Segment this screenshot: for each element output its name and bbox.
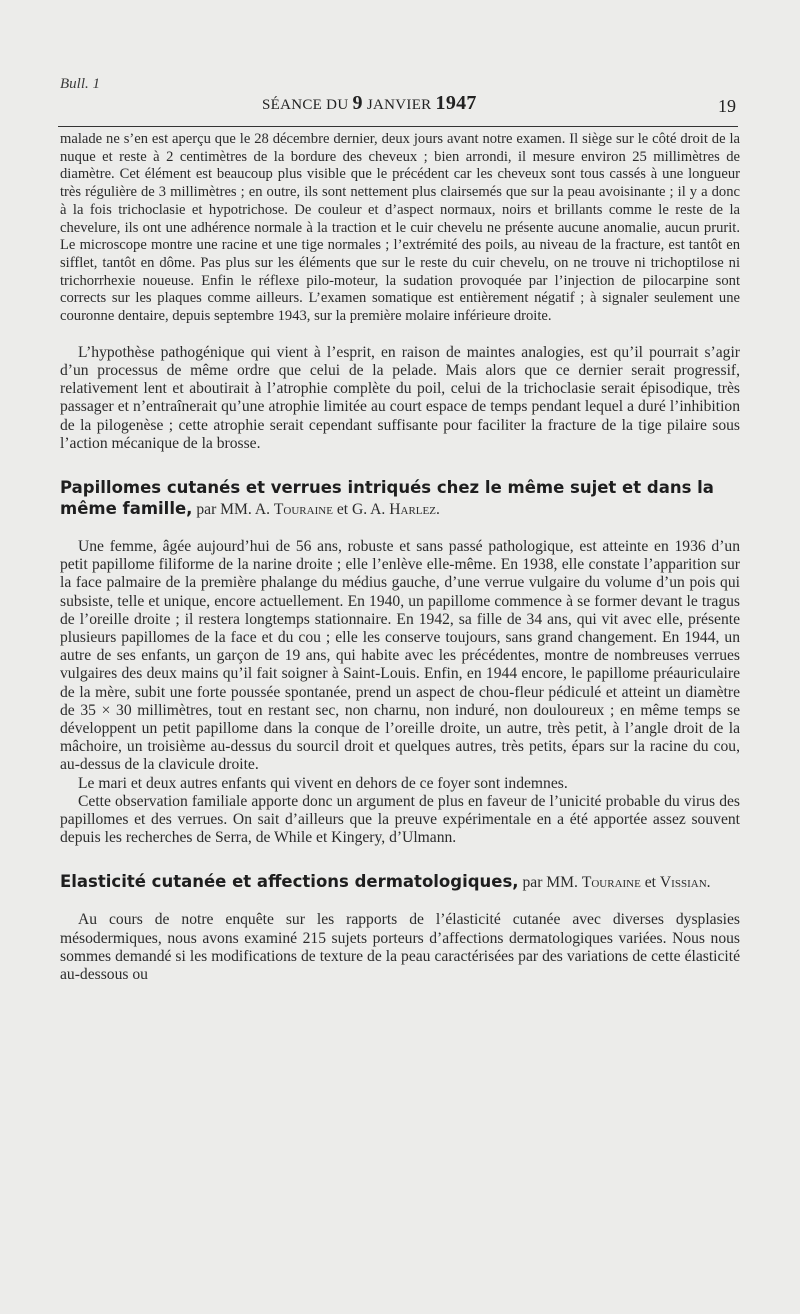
paragraph-conclusion: Cette observation familiale apporte donc un argument de plus en faveur de l’unicité probable du virus des papillomes et des verrues. On sait d’ailleurs que la preuve expérimentale en a été apportée assez souvent depuis les recherches de Serra, de While et Kingery, d’Ulmann. [60,792,740,847]
author-touraine: Touraine [273,500,333,518]
seance-day: 9 [352,92,363,114]
seance-month: JANVIER [362,97,436,113]
seance-year: 1947 [435,92,477,114]
page-body [60,131,740,984]
running-head [262,92,477,115]
section-title-elasticite: Elasticité cutanée et affections dermatologiques, par MM. Touraine et Vissian. [60,872,711,892]
author-touraine: Touraine [581,874,641,892]
paragraph-case-report: Une femme, âgée aujourd’hui de 56 ans, robuste et sans passé pathologique, est atteinte en 1936 d’un petit papillome filiforme de la narine droite ; elle l’enlève elle-même. En 1938, elle constate l’apparition sur la face palmaire de la première phalange du médius gauche, d’une verrue vulgaire du volume d’un pois qui subsiste, telle et unique, encore actuellement. En 1940, un papillome commence à se former devant le tragus de l’oreille droite ; il restera longtemps stationnaire. En 1942, sa fille de 34 ans, qui vit avec elle, présente plusieurs papillomes de la face et du cou ; elle les conserve toujours, sans grand changement. En 1944, un autre de ses enfants, un garçon de 19 ans, qui habite avec les précédentes, montre de nombreuses verrues vulgaires des deux mains qu’il fait soigner à Saint-Louis. Enfin, en 1944 encore, le papillome préauriculaire de la mère, subit une forte poussée spontanée, prend un aspect de chou-fleur pédiculé et atteint un diamètre de 35 × 30 millimètres, tout en restant sec, non charnu, non induré, non douloureux ; en même temps se développent un petit papillome dans la conque de l’oreille droite, un autre, très petit, à l’angle droit de la mâchoire, un troisième au-dessus du sourcil droit et quelques autres, très petits, épars sur la racine du cou, au-dessus de la clavicule droite. [60,537,740,774]
section-title-papillomes: Papillomes cutanés et verrues intriqués chez le même sujet et dans la même famille, par MM. A. Touraine et G. A. Harlez. [60,477,714,518]
paragraph-observation: malade ne s’en est aperçu que le 28 décembre dernier, deux jours avant notre examen. Il siège sur le côté droit de la nuque et reste à 2 centimètres de la bordure des cheveux ; bien arrondi, il mesure environ 25 millimètres de diamètre. Cet élément est beaucoup plus visible que le précédent car les cheveux sont tous cassés à une longueur très régulière de 3 millimètres ; en outre, ils sont nettement plus clairsemés que sur la peau avoisinante ; il y a donc à la fois trichoclasie et hypotrichose. De couleur et d’aspect normaux, noirs et brillants comme le reste de la chevelure, ils ont une adhérence normale à la traction et le cuir chevelu ne présente aucune anomalie, aucun prurit. Le microscope montre une racine et une tige normales ; l’extrémité des poils, au niveau de la fracture, est tantôt en sifflet, tantôt en dôme. Pas plus sur les éléments que sur le reste du cuir chevelu, on ne trouve ni trichoptilose ni trichorrhexie noueuse. Enfin le réflexe pilo-moteur, la sudation provoquée par l’injection de pilocarpine sont corrects sur les plaques comme ailleurs. L’examen somatique est entièrement négatif ; à signaler seulement une couronne dentaire, depuis septembre 1943, sur la première molaire inférieure droite. [60,131,740,325]
seance-prefix: SÉANCE DU [262,97,353,113]
paragraph-hypothesis: L’hypothèse pathogénique qui vient à l’esprit, en raison de maintes analogies, est qu’il pourrait s’agir d’un processus de même ordre que celui de la pelade. Mais alors que ce dernier serait progressif, relativement lent et aboutirait à l’atrophie complète du poil, celui de la trichoclasie serait épisodique, très passager et n’entraînerait qu’une atrophie limitée au court espace de temps pendant lequel a duré l’inhibition de la pilogenèse ; cette atrophie serait cependant suffisante pour faciliter la fracture de la tige pilaire sous l’action mécanique de la brosse. [60,343,740,452]
author-harlez: Harlez [389,500,436,518]
section-title-text: Elasticité cutanée et affections dermatologiques, [60,872,519,892]
author-vissian: Vissian [659,874,707,892]
section-title-text: Papillomes cutanés et verrues intriqués chez le même sujet et dans la même famille, [60,477,714,518]
bulletin-label: Bull. 1 [60,76,100,92]
paragraph-family: Le mari et deux autres enfants qui vivent en dehors de ce foyer sont indemnes. [78,774,568,792]
continued-observation [60,131,740,326]
paragraph-elasticite-intro: Au cours de notre enquête sur les rapports de l’élasticité cutanée avec diverses dysplasies mésodermiques, nous avons examiné 215 sujets porteurs d’affections dermatologiques variées. Nous nous sommes demandé si les modifications de texture de la peau caractérisées par des variations de cette élasticité au-dessous ou [60,911,740,984]
page-number: 19 [718,96,736,116]
header-rule [58,126,738,127]
